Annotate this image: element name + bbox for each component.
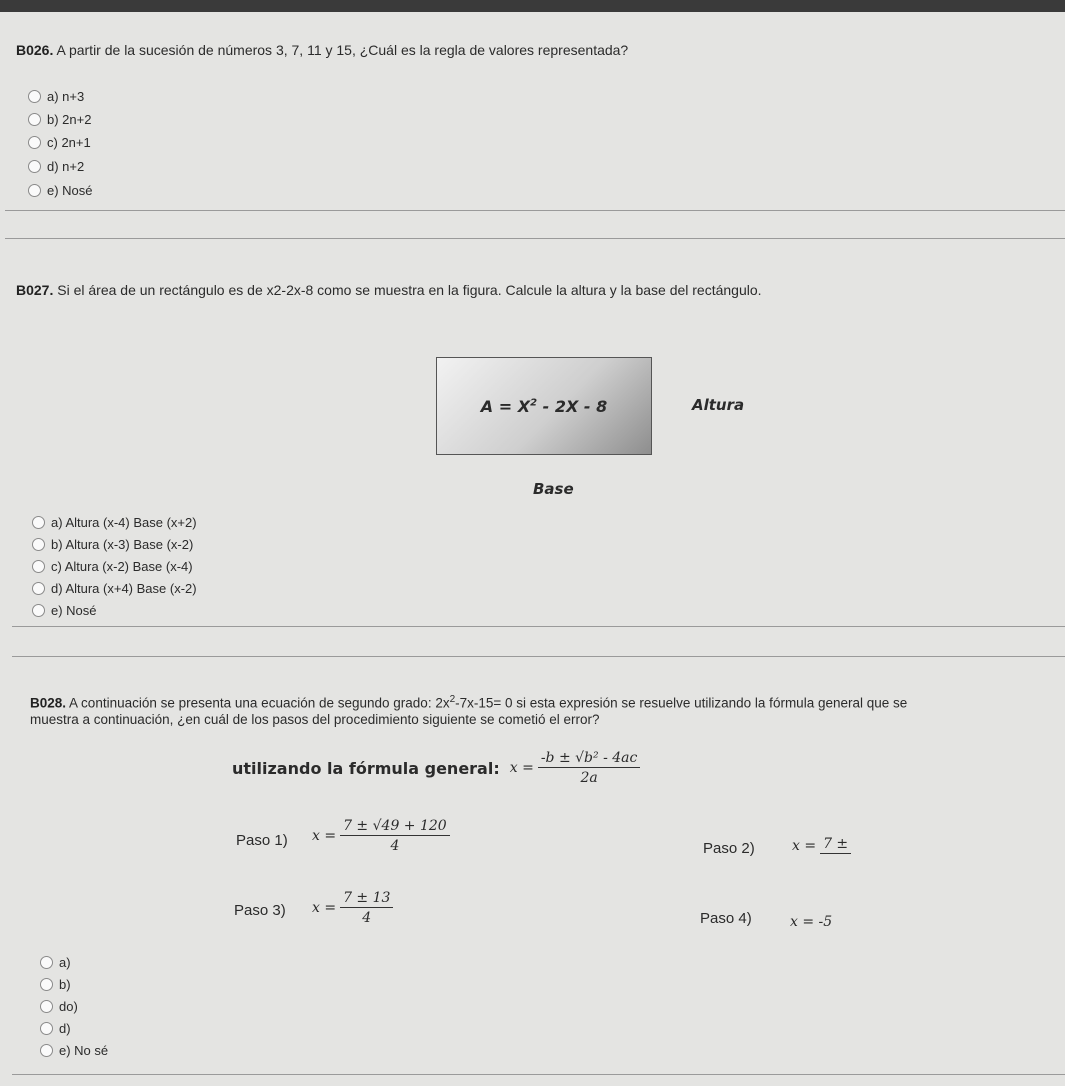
q27-option-e[interactable]: e) Nosé (32, 600, 97, 620)
divider (12, 1074, 1065, 1075)
q27-option-b[interactable]: b) Altura (x-3) Base (x-2) (32, 534, 193, 554)
area-expression: $A = X^2 - 2X - 8$ (480, 396, 608, 416)
paso4-equation: x = -5 (790, 914, 833, 930)
radio-icon[interactable] (40, 978, 53, 991)
q26-option-a[interactable]: a) n+3 (28, 86, 84, 106)
radio-icon[interactable] (40, 956, 53, 969)
radio-icon[interactable] (32, 582, 45, 595)
q28-option-c[interactable]: do) (40, 996, 78, 1016)
q26-text: B026. A partir de la sucesión de números 3, 7, 11 y 15, ¿Cuál es la regla de valores representada? (16, 42, 629, 58)
radio-icon[interactable] (32, 604, 45, 617)
radio-icon[interactable] (32, 560, 45, 573)
q28-text-line2: muestra a continuación, ¿en cuál de los pasos del procedimiento siguiente se cometió el error? (30, 712, 600, 727)
q27-option-a[interactable]: a) Altura (x-4) Base (x+2) (32, 512, 197, 532)
radio-icon[interactable] (28, 160, 41, 173)
radio-icon[interactable] (28, 184, 41, 197)
paso2-label: Paso 2) (703, 840, 755, 857)
paso1-label: Paso 1) (236, 832, 288, 849)
paso4-label: Paso 4) (700, 910, 752, 927)
q28-option-b[interactable]: b) (40, 974, 71, 994)
divider (12, 656, 1065, 657)
q27-text: B027. Si el área de un rectángulo es de x2-2x-8 como se muestra en la figura. Calcule la altura y la base del rectángulo. (16, 282, 762, 298)
q28-option-a[interactable]: a) (40, 952, 71, 972)
divider (5, 238, 1065, 239)
radio-icon[interactable] (28, 90, 41, 103)
q26-option-c[interactable]: c) 2n+1 (28, 132, 91, 152)
q28-option-d[interactable]: d) (40, 1018, 71, 1038)
general-formula: utilizando la fórmula general: x = $\frac{\text{-b ± √b² - 4ac}}{2a}$ (232, 750, 640, 786)
q27-option-c[interactable]: c) Altura (x-2) Base (x-4) (32, 556, 193, 576)
radio-icon[interactable] (40, 1000, 53, 1013)
q27-option-d[interactable]: d) Altura (x+4) Base (x-2) (32, 578, 197, 598)
divider (12, 626, 1065, 627)
radio-icon[interactable] (28, 136, 41, 149)
paso3-label: Paso 3) (234, 902, 286, 919)
q26-option-e[interactable]: e) Nosé (28, 180, 93, 200)
q28-option-e[interactable]: e) No sé (40, 1040, 108, 1060)
radio-icon[interactable] (28, 113, 41, 126)
radio-icon[interactable] (40, 1022, 53, 1035)
radio-icon[interactable] (32, 538, 45, 551)
rectangle-figure (436, 357, 652, 455)
q26-option-d[interactable]: d) n+2 (28, 156, 84, 176)
top-bar (0, 0, 1065, 12)
height-label: Altura (692, 396, 745, 414)
base-label: Base (533, 480, 574, 498)
radio-icon[interactable] (32, 516, 45, 529)
paso2-equation: x = 7 ± (792, 836, 851, 856)
paso1-equation: x = $\frac{7 \pm √49 + 120}{4}$ (312, 818, 450, 854)
radio-icon[interactable] (40, 1044, 53, 1057)
q26-option-b[interactable]: b) 2n+2 (28, 109, 91, 129)
q28-text-line1: B028. A continuación se presenta una ecuación de segundo grado: $2x^2-7x-15= 0$ si esta expresión se resuelve utilizando la fórmula general que se (30, 694, 908, 711)
divider (5, 210, 1065, 211)
paso3-equation: x = $\frac{7 \pm 13}{4}$ (312, 890, 393, 926)
